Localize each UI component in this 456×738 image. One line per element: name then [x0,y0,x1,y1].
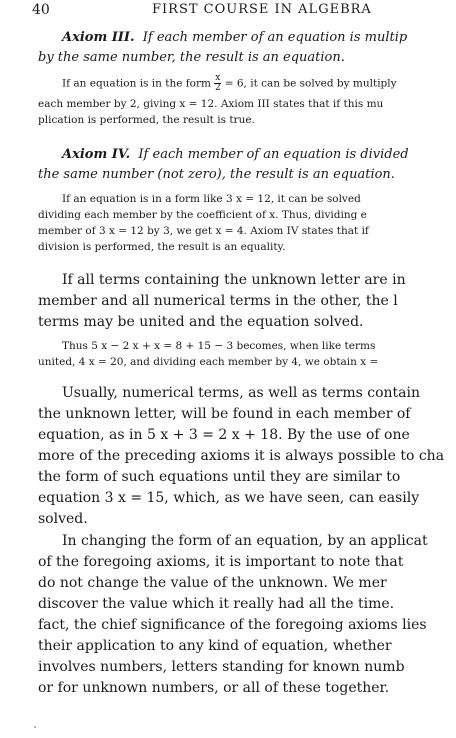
axiom-4-example-line-3: member of 3 x = 12 by 3, we get x = 4. Axiom IV states that if [38,225,369,237]
axiom-3-line-2: by the same number, the result is an equation. [38,50,345,65]
paragraph-terms-line-3: terms may be united and the equation solved. [38,314,364,330]
axiom-3-example-line-1 [62,74,397,93]
page-speck [34,726,36,728]
axiom-4-example-line-1: If an equation is in a form like 3 x = 12, it can be solved [62,193,361,205]
axiom-4-line-1 [62,147,409,162]
paragraph-usually-line-6: equation 3 x = 15, which, as we have seen, can easily [38,490,420,506]
paragraph-terms-line-2: member and all numerical terms in the other, the l [38,293,398,309]
paragraph-usually-line-2: the unknown letter, will be found in each member of [38,406,411,422]
terms-example-line-1: Thus 5 x − 2 x + x = 8 + 15 − 3 becomes, when like terms [62,340,376,352]
axiom-4-line-2: the same number (not zero), the result is an equation. [38,167,395,182]
axiom-3-label: Axiom III. [62,30,135,45]
axiom-3-example-line-3: plication is performed, the result is true. [38,114,255,126]
terms-example-line-2: united, 4 x = 20, and dividing each member by 4, we obtain x = [38,356,379,368]
paragraph-usually-line-7: solved. [38,511,88,527]
axiom-4-text: If each member of an equation is divided [138,147,409,162]
fraction-x-over-2 [214,74,221,93]
paragraph-changing-line-4: discover the value which it really had all the time. [38,596,395,612]
page-number: 40 [32,2,50,18]
axiom-3-line-1 [62,30,407,45]
axiom-4-example-line-4: division is performed, the result is an equality. [38,241,286,253]
paragraph-usually-line-1: Usually, numerical terms, as well as terms contain [62,385,420,401]
fraction-denominator: 2 [214,83,221,93]
example-text: = 6, it can be solved by multiply [224,77,397,90]
fraction-numerator: x [215,73,221,83]
example-text: If an equation is in the form [62,77,211,90]
axiom-3-example-line-2: each member by 2, giving x = 12. Axiom III states that if this mu [38,98,384,110]
paragraph-usually-line-3: equation, as in 5 x + 3 = 2 x + 18. By the use of one [38,427,410,443]
running-header: FIRST COURSE IN ALGEBRA [152,2,372,17]
paragraph-changing-line-5: fact, the chief significance of the foregoing axioms lies [38,617,427,633]
paragraph-changing-line-2: of the foregoing axioms, it is important to note that [38,554,404,570]
axiom-4-example-line-2: dividing each member by the coefficient of x. Thus, dividing e [38,209,367,221]
paragraph-terms-line-1: If all terms containing the unknown letter are in [62,272,406,288]
axiom-4-label: Axiom IV. [62,147,131,162]
axiom-3-text: If each member of an equation is multip [142,30,408,45]
paragraph-changing-line-1: In changing the form of an equation, by an applicat [62,533,428,549]
paragraph-changing-line-3: do not change the value of the unknown. We mer [38,575,387,591]
paragraph-changing-line-8: or for unknown numbers, or all of these together. [38,680,390,696]
paragraph-usually-line-5: the form of such equations until they are similar to [38,469,401,485]
paragraph-usually-line-4: more of the preceding axioms it is always possible to cha [38,448,445,464]
paragraph-changing-line-7: involves numbers, letters standing for known numb [38,659,405,675]
paragraph-changing-line-6: their application to any kind of equation, whether [38,638,392,654]
